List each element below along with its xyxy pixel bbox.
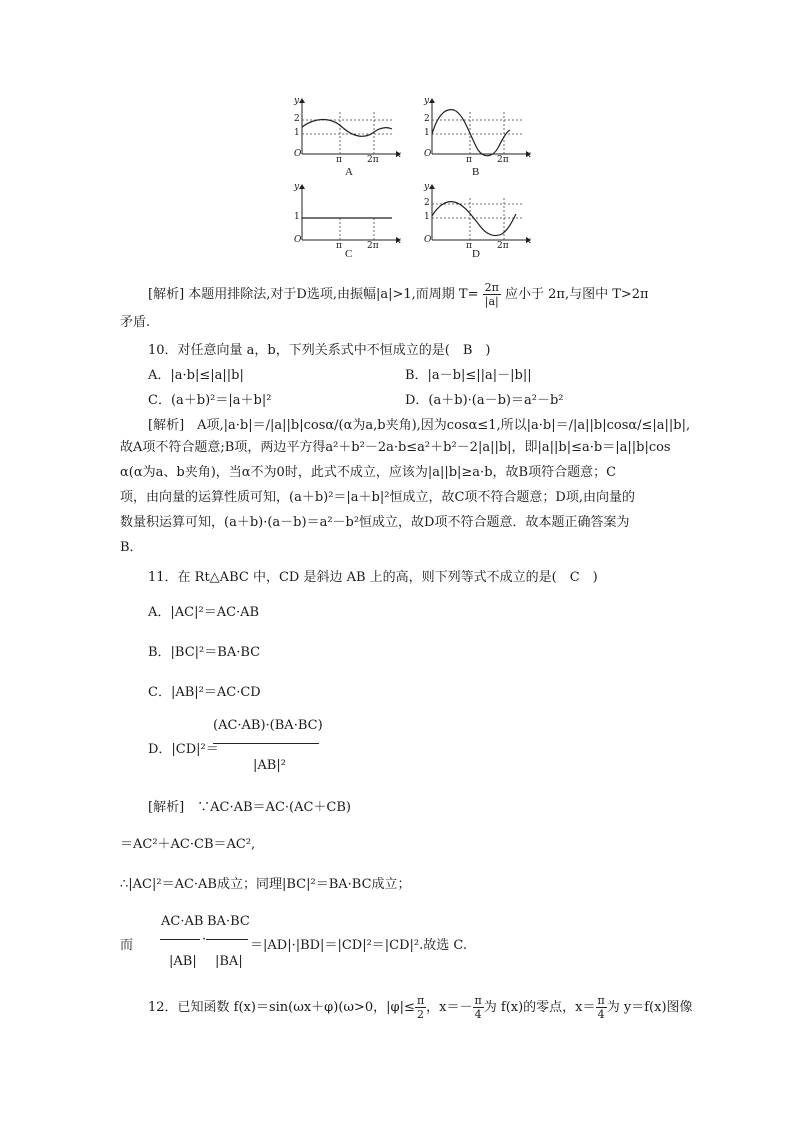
graph-c-ytick-1: 1 [294,212,300,222]
graph-d-xtick-pi: π [466,241,472,251]
graph-a-x-label: x [396,150,402,160]
graph-d-caption: D [472,248,480,260]
q11-analysis-den1: |AB| [169,954,197,969]
q11-analysis-dot: · [202,932,207,947]
q9-period-num: 2π [484,281,499,294]
graph-d-x-label: x [526,236,532,246]
q11-analysis-num1: AC·AB [161,914,204,929]
q10-option-c: C．(a＋b)²＝|a＋b|² [148,393,272,408]
graph-d-y-label: y [424,182,430,192]
graph-b-x-label: x [526,150,532,160]
graph-a-ytick-2: 2 [294,114,300,124]
graph-c [288,182,403,250]
graph-d-origin: O [424,235,432,245]
graph-c-xtick-2pi: 2π [367,241,379,251]
graph-a [288,96,403,164]
q11-option-a: A．|AC|²＝AC·AB [148,605,260,620]
q12-frac1-den: 2 [417,1008,425,1021]
q10-analysis-line3: α(α为a、b夹角)，当α不为0时，此式不成立，应该为|a||b|≥a·b，故B项符合题意；C [120,465,617,480]
q9-period-fraction [483,281,501,308]
q12-stem [148,994,693,1021]
q12-frac3 [596,994,607,1021]
q12-text4: 为 y＝f(x)图像 [606,1000,693,1015]
graph-c-xtick-pi: π [336,241,342,251]
q11-option-d-numerator: (AC·AB)·(BA·BC) [213,718,323,733]
graph-a-xtick-2pi: 2π [367,155,379,165]
q11-analysis-line4-suffix: ＝|AD|·|BD|＝|CD|²＝|CD|².故选 C. [250,938,468,953]
q10-option-a: A．|a·b|≤|a||b| [148,368,244,383]
q11-analysis-line2: ＝AC²＋AC·CB＝AC², [120,837,256,852]
q12-frac3-num: π [597,994,605,1007]
q10-analysis-line6: B． [120,540,143,555]
q11-option-c: C．|AB|²＝AC·CD [148,685,261,700]
q12-text3: 为 f(x)的零点，x＝ [483,1000,596,1015]
q10-analysis-line1: [解析] A项,|a·b|＝/|a||b|cosα/(α为a,b夹角),因为cosα≤1,所以|a·b|＝/|a||b|cosα/≤|a||b|, [148,418,691,433]
q9-period-den: |a| [484,295,499,308]
graph-b-xtick-pi: π [466,155,472,165]
q9-analysis-text3: 矛盾. [120,315,151,330]
graph-b-caption: B [472,166,480,178]
q10-analysis-line5: 数量积运算可知，(a＋b)·(a－b)＝a²－b²恒成立，故D项不符合题意．故本题正确答案为 [120,515,630,530]
q10-analysis-line4: 项，由向量的运算性质可知，(a＋b)²＝|a＋b|²恒成立，故C项不符合题意；D项,由向量的 [120,490,635,505]
q11-analysis-den2: |BA| [215,954,243,969]
graph-a-caption: A [345,166,353,178]
graph-b-ytick-2: 2 [424,114,430,124]
q10-option-d: D．(a＋b)·(a－b)＝a²－b² [405,393,564,408]
q11-stem: 11．在 Rt△ABC 中，CD 是斜边 AB 上的高，则下列等式不成立的是( C ) [148,570,598,585]
graph-d-ytick-1: 1 [424,212,430,222]
graph-c-caption: C [345,248,353,260]
q11-analysis-line3: ∴|AC|²＝AC·AB成立；同理|BC|²＝BA·BC成立； [120,877,411,892]
q9-analysis-line1 [148,281,649,308]
graph-b-ytick-1: 1 [424,128,430,138]
q12-frac2-num: π [474,994,482,1007]
graph-a-xtick-pi: π [336,155,342,165]
q10-analysis-line2: 故A项不符合题意;B项，两边平方得a²＋b²－2a·b≤a²＋b²－2|a||b|，即|a||b|≤a·b＝|a||b|cos [120,440,671,455]
q11-option-d-denominator: |AB|² [253,758,286,773]
graph-b-xtick-2pi: 2π [497,155,509,165]
q11-analysis-bar2 [206,939,248,940]
graph-a-origin: O [294,149,302,159]
graph-c-y-label: y [294,182,300,192]
q10-option-b: B．|a－b|≤||a|－|b|| [405,368,532,383]
q9-analysis-text2: 应小于 2π,与图中 T>2π [505,287,649,302]
graph-b [418,96,533,164]
graph-b-origin: O [424,149,432,159]
q12-frac1-num: π [416,994,425,1007]
graph-d [418,182,533,250]
graph-c-origin: O [294,235,302,245]
q11-analysis-bar1 [160,939,200,940]
graph-c-x-label: x [396,236,402,246]
q11-analysis-line4-prefix: 而 [120,938,134,953]
q12-frac2-den: 4 [474,1008,482,1021]
q12-frac3-den: 4 [597,1008,605,1021]
q11-option-d-fraction-bar [213,743,319,744]
q12-frac1 [415,994,426,1021]
q9-analysis-tag: [解析] [148,287,185,302]
q11-analysis-num2: BA·BC [207,914,250,929]
graph-b-y-label: y [424,96,430,106]
q9-analysis-text1: 本题用排除法,对于D选项,由振幅|a|>1,而周期 T= [188,287,479,302]
q11-option-b: B．|BC|²＝BA·BC [148,645,261,660]
graph-d-ytick-2: 2 [424,198,430,208]
q11-analysis-line1: [解析] ∵AC·AB＝AC·(AC＋CB) [148,800,351,815]
q11-option-d-prefix: D．|CD|²＝ [148,742,219,757]
q10-stem: 10．对任意向量 a，b，下列关系式中不恒成立的是( B ) [148,343,491,358]
graph-a-ytick-1: 1 [294,128,300,138]
q12-text1: 12．已知函数 f(x)＝sin(ωx＋φ)(ω>0，|φ|≤ [148,1000,415,1015]
q12-frac2 [473,994,484,1021]
graph-d-xtick-2pi: 2π [497,241,509,251]
graph-a-y-label: y [294,96,300,106]
q12-text2: ，x＝－ [426,1000,473,1015]
